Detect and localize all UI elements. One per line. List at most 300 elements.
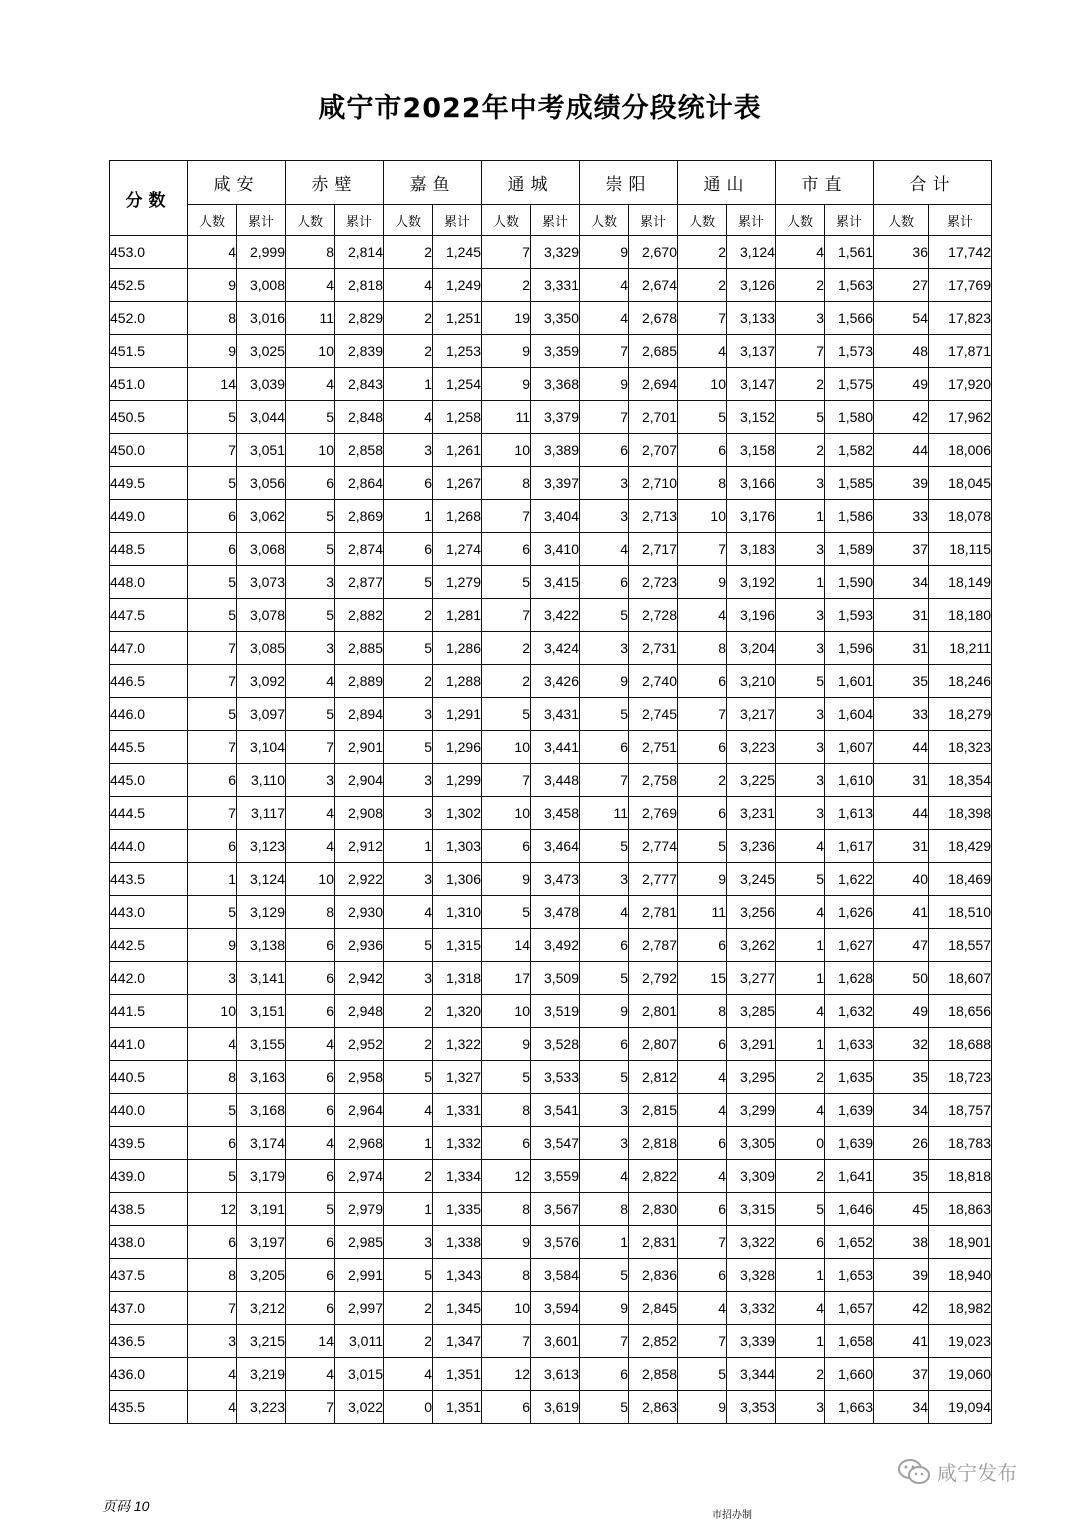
cumulative-cell: 1,279 (433, 566, 482, 599)
cumulative-cell: 1,338 (433, 1226, 482, 1259)
count-cell: 4 (188, 236, 237, 269)
score-cell: 438.0 (110, 1226, 188, 1259)
count-cell: 32 (874, 1028, 929, 1061)
count-cell: 6 (482, 1127, 531, 1160)
count-cell: 6 (678, 1028, 727, 1061)
count-cell: 3 (776, 764, 825, 797)
count-cell: 7 (482, 1325, 531, 1358)
cumulative-cell: 18,045 (929, 467, 992, 500)
cumulative-cell: 3,245 (727, 863, 776, 896)
table-row (110, 962, 992, 995)
count-cell: 6 (188, 500, 237, 533)
count-cell: 10 (678, 500, 727, 533)
cumulative-cell: 1,633 (825, 1028, 874, 1061)
count-cell: 4 (286, 1028, 335, 1061)
cumulative-cell: 1,663 (825, 1391, 874, 1424)
cumulative-cell: 18,078 (929, 500, 992, 533)
count-cell: 49 (874, 368, 929, 401)
count-cell: 42 (874, 1292, 929, 1325)
count-cell: 8 (580, 1193, 629, 1226)
cumulative-cell: 3,163 (237, 1061, 286, 1094)
cumulative-cell: 3,404 (531, 500, 580, 533)
count-cell: 9 (678, 1391, 727, 1424)
cumulative-cell: 1,274 (433, 533, 482, 566)
count-cell: 11 (286, 302, 335, 335)
count-cell: 5 (188, 467, 237, 500)
count-cell: 2 (384, 1160, 433, 1193)
count-cell: 6 (286, 1160, 335, 1193)
cumulative-cell: 1,590 (825, 566, 874, 599)
count-cell: 4 (286, 665, 335, 698)
cumulative-cell: 2,843 (335, 368, 384, 401)
score-cell: 445.5 (110, 731, 188, 764)
cumulative-cell: 3,464 (531, 830, 580, 863)
region-header: 市直 (776, 161, 874, 205)
cumulative-cell: 18,510 (929, 896, 992, 929)
cumulative-cell: 1,617 (825, 830, 874, 863)
cumulative-cell: 1,254 (433, 368, 482, 401)
page-number: 页码 10 (102, 1498, 150, 1514)
cumulative-cell: 18,557 (929, 929, 992, 962)
cumulative-cell: 3,205 (237, 1259, 286, 1292)
count-cell: 7 (188, 434, 237, 467)
score-cell: 449.5 (110, 467, 188, 500)
count-cell: 44 (874, 731, 929, 764)
count-cell: 4 (286, 368, 335, 401)
count-cell: 8 (482, 1259, 531, 1292)
count-cell: 3 (384, 797, 433, 830)
watermark (897, 1457, 1017, 1486)
count-cell: 0 (776, 1127, 825, 1160)
count-cell: 4 (188, 1391, 237, 1424)
score-table (109, 160, 992, 1424)
count-cell: 5 (580, 1061, 629, 1094)
cumulative-cell: 3,039 (237, 368, 286, 401)
count-cell: 7 (482, 500, 531, 533)
table-row (110, 1391, 992, 1424)
count-cell: 1 (384, 368, 433, 401)
count-cell: 4 (286, 797, 335, 830)
cumulative-cell: 17,962 (929, 401, 992, 434)
count-cell: 6 (286, 467, 335, 500)
count-cell: 5 (384, 929, 433, 962)
cumulative-cell: 3,217 (727, 698, 776, 731)
cumulative-cell: 1,291 (433, 698, 482, 731)
count-cell: 6 (188, 830, 237, 863)
cumulative-cell: 2,930 (335, 896, 384, 929)
cumulative-cell: 3,022 (335, 1391, 384, 1424)
cumulative-cell: 1,345 (433, 1292, 482, 1325)
count-cell: 26 (874, 1127, 929, 1160)
count-cell: 8 (678, 467, 727, 500)
table-row (110, 896, 992, 929)
cumulative-cell: 1,627 (825, 929, 874, 962)
cumulative-cell: 3,594 (531, 1292, 580, 1325)
cumulative-cell: 19,023 (929, 1325, 992, 1358)
count-cell: 7 (188, 797, 237, 830)
count-cell: 9 (580, 236, 629, 269)
count-cell: 5 (580, 830, 629, 863)
cumulative-cell: 2,974 (335, 1160, 384, 1193)
cumulative-cell: 3,559 (531, 1160, 580, 1193)
score-cell: 439.0 (110, 1160, 188, 1193)
region-header: 通城 (482, 161, 580, 205)
count-cell: 12 (482, 1358, 531, 1391)
cumulative-cell: 3,168 (237, 1094, 286, 1127)
count-cell: 6 (286, 1226, 335, 1259)
cumulative-cell: 2,901 (335, 731, 384, 764)
cumulative-cell: 3,097 (237, 698, 286, 731)
count-cell: 5 (482, 566, 531, 599)
count-cell: 2 (384, 335, 433, 368)
count-cell: 4 (384, 896, 433, 929)
count-cell: 11 (678, 896, 727, 929)
cumulative-cell: 1,332 (433, 1127, 482, 1160)
count-cell: 5 (678, 401, 727, 434)
cumulative-cell: 1,343 (433, 1259, 482, 1292)
cumulative-subheader: 累计 (335, 205, 384, 236)
count-cell: 37 (874, 533, 929, 566)
count-cell: 5 (188, 1160, 237, 1193)
count-cell: 7 (188, 731, 237, 764)
cumulative-cell: 1,351 (433, 1391, 482, 1424)
count-cell: 10 (286, 863, 335, 896)
cumulative-cell: 1,310 (433, 896, 482, 929)
cumulative-cell: 2,818 (335, 269, 384, 302)
count-cell: 1 (776, 500, 825, 533)
count-cell: 3 (776, 632, 825, 665)
count-cell: 3 (776, 599, 825, 632)
cumulative-cell: 3,448 (531, 764, 580, 797)
cumulative-cell: 2,912 (335, 830, 384, 863)
cumulative-cell: 18,723 (929, 1061, 992, 1094)
cumulative-cell: 3,305 (727, 1127, 776, 1160)
count-cell: 9 (580, 995, 629, 1028)
count-cell: 31 (874, 599, 929, 632)
cumulative-cell: 2,674 (629, 269, 678, 302)
count-cell: 12 (188, 1193, 237, 1226)
count-cell: 5 (188, 566, 237, 599)
count-cell: 4 (580, 269, 629, 302)
cumulative-cell: 3,166 (727, 467, 776, 500)
count-cell: 1 (776, 1325, 825, 1358)
table-row (110, 269, 992, 302)
cumulative-cell: 1,261 (433, 434, 482, 467)
cumulative-cell: 2,858 (629, 1358, 678, 1391)
cumulative-cell: 2,952 (335, 1028, 384, 1061)
cumulative-cell: 3,174 (237, 1127, 286, 1160)
count-cell: 2 (776, 269, 825, 302)
count-cell: 1 (776, 1259, 825, 1292)
cumulative-cell: 3,329 (531, 236, 580, 269)
count-cell: 7 (286, 731, 335, 764)
count-cell: 9 (482, 1028, 531, 1061)
count-cell: 1 (776, 962, 825, 995)
cumulative-cell: 3,151 (237, 995, 286, 1028)
cumulative-cell: 2,685 (629, 335, 678, 368)
cumulative-cell: 2,848 (335, 401, 384, 434)
cumulative-cell: 3,277 (727, 962, 776, 995)
count-cell: 4 (286, 1358, 335, 1391)
cumulative-cell: 2,979 (335, 1193, 384, 1226)
cumulative-cell: 18,149 (929, 566, 992, 599)
cumulative-cell: 2,885 (335, 632, 384, 665)
cumulative-cell: 3,215 (237, 1325, 286, 1358)
count-cell: 3 (580, 632, 629, 665)
table-row (110, 1160, 992, 1193)
count-subheader: 人数 (286, 205, 335, 236)
count-cell: 48 (874, 335, 929, 368)
count-cell: 1 (776, 1028, 825, 1061)
cumulative-cell: 2,922 (335, 863, 384, 896)
count-cell: 9 (580, 368, 629, 401)
count-cell: 49 (874, 995, 929, 1028)
cumulative-cell: 3,339 (727, 1325, 776, 1358)
count-cell: 10 (482, 1292, 531, 1325)
count-cell: 5 (678, 1358, 727, 1391)
count-cell: 4 (286, 269, 335, 302)
count-cell: 2 (482, 269, 531, 302)
cumulative-cell: 2,908 (335, 797, 384, 830)
cumulative-cell: 3,044 (237, 401, 286, 434)
cumulative-cell: 3,541 (531, 1094, 580, 1127)
count-cell: 2 (482, 665, 531, 698)
cumulative-cell: 1,573 (825, 335, 874, 368)
wechat-icon (897, 1458, 931, 1486)
cumulative-cell: 2,869 (335, 500, 384, 533)
score-cell: 450.0 (110, 434, 188, 467)
cumulative-cell: 2,745 (629, 698, 678, 731)
cumulative-cell: 3,262 (727, 929, 776, 962)
table-row (110, 863, 992, 896)
region-header: 嘉鱼 (384, 161, 482, 205)
cumulative-subheader: 累计 (531, 205, 580, 236)
count-cell: 9 (188, 929, 237, 962)
table-row (110, 500, 992, 533)
cumulative-cell: 2,777 (629, 863, 678, 896)
cumulative-cell: 1,652 (825, 1226, 874, 1259)
cumulative-cell: 3,576 (531, 1226, 580, 1259)
count-cell: 38 (874, 1226, 929, 1259)
count-subheader: 人数 (384, 205, 433, 236)
count-cell: 2 (384, 302, 433, 335)
table-row (110, 1028, 992, 1061)
count-cell: 5 (286, 698, 335, 731)
table-row (110, 236, 992, 269)
score-cell: 446.5 (110, 665, 188, 698)
table-row (110, 1259, 992, 1292)
count-cell: 2 (384, 665, 433, 698)
cumulative-cell: 3,441 (531, 731, 580, 764)
table-row (110, 302, 992, 335)
count-cell: 3 (188, 962, 237, 995)
cumulative-cell: 3,422 (531, 599, 580, 632)
table-row (110, 830, 992, 863)
count-cell: 7 (580, 1325, 629, 1358)
cumulative-cell: 1,646 (825, 1193, 874, 1226)
watermark-text: 咸宁发布 (937, 1461, 1017, 1485)
cumulative-cell: 3,051 (237, 434, 286, 467)
count-cell: 34 (874, 1391, 929, 1424)
cumulative-cell: 3,458 (531, 797, 580, 830)
cumulative-cell: 3,315 (727, 1193, 776, 1226)
count-cell: 33 (874, 698, 929, 731)
cumulative-cell: 3,519 (531, 995, 580, 1028)
count-subheader: 人数 (678, 205, 727, 236)
count-cell: 8 (482, 1094, 531, 1127)
count-cell: 6 (580, 434, 629, 467)
cumulative-cell: 1,347 (433, 1325, 482, 1358)
cumulative-cell: 3,344 (727, 1358, 776, 1391)
count-cell: 9 (188, 335, 237, 368)
cumulative-cell: 1,601 (825, 665, 874, 698)
count-cell: 2 (384, 236, 433, 269)
cumulative-cell: 2,863 (629, 1391, 678, 1424)
cumulative-cell: 3,155 (237, 1028, 286, 1061)
table-row (110, 929, 992, 962)
count-cell: 8 (188, 302, 237, 335)
score-cell: 437.0 (110, 1292, 188, 1325)
count-cell: 4 (580, 302, 629, 335)
count-cell: 2 (678, 236, 727, 269)
cumulative-cell: 17,823 (929, 302, 992, 335)
cumulative-cell: 3,613 (531, 1358, 580, 1391)
count-cell: 4 (580, 533, 629, 566)
cumulative-cell: 2,769 (629, 797, 678, 830)
count-cell: 3 (776, 731, 825, 764)
cumulative-cell: 1,331 (433, 1094, 482, 1127)
count-cell: 1 (776, 929, 825, 962)
cumulative-cell: 3,285 (727, 995, 776, 1028)
count-cell: 11 (580, 797, 629, 830)
cumulative-cell: 18,323 (929, 731, 992, 764)
cumulative-subheader: 累计 (433, 205, 482, 236)
score-cell: 442.5 (110, 929, 188, 962)
score-cell: 452.0 (110, 302, 188, 335)
count-cell: 36 (874, 236, 929, 269)
cumulative-cell: 2,904 (335, 764, 384, 797)
cumulative-cell: 3,295 (727, 1061, 776, 1094)
count-cell: 0 (384, 1391, 433, 1424)
count-cell: 3 (580, 863, 629, 896)
cumulative-cell: 1,306 (433, 863, 482, 896)
cumulative-cell: 3,158 (727, 434, 776, 467)
cumulative-cell: 3,353 (727, 1391, 776, 1424)
count-cell: 6 (384, 467, 433, 500)
count-cell: 1 (776, 566, 825, 599)
cumulative-cell: 2,713 (629, 500, 678, 533)
cumulative-cell: 1,281 (433, 599, 482, 632)
cumulative-cell: 1,335 (433, 1193, 482, 1226)
cumulative-cell: 3,368 (531, 368, 580, 401)
count-cell: 14 (482, 929, 531, 962)
count-cell: 10 (482, 995, 531, 1028)
count-cell: 6 (580, 566, 629, 599)
score-cell: 443.5 (110, 863, 188, 896)
count-cell: 3 (384, 764, 433, 797)
count-cell: 6 (286, 1094, 335, 1127)
cumulative-cell: 3,410 (531, 533, 580, 566)
table-row (110, 401, 992, 434)
count-cell: 6 (188, 533, 237, 566)
cumulative-cell: 2,836 (629, 1259, 678, 1292)
cumulative-cell: 1,639 (825, 1094, 874, 1127)
count-cell: 4 (678, 335, 727, 368)
count-cell: 6 (188, 1226, 237, 1259)
count-cell: 6 (678, 731, 727, 764)
cumulative-cell: 3,567 (531, 1193, 580, 1226)
cumulative-cell: 3,389 (531, 434, 580, 467)
cumulative-cell: 18,940 (929, 1259, 992, 1292)
cumulative-subheader: 累计 (237, 205, 286, 236)
cumulative-cell: 1,296 (433, 731, 482, 764)
count-cell: 7 (678, 302, 727, 335)
total-header: 合计 (874, 161, 992, 205)
count-cell: 7 (188, 665, 237, 698)
count-cell: 5 (188, 599, 237, 632)
office-label: 市招办制 (712, 1510, 752, 1521)
cumulative-cell: 3,117 (237, 797, 286, 830)
count-cell: 2 (482, 632, 531, 665)
cumulative-cell: 1,580 (825, 401, 874, 434)
count-cell: 6 (580, 929, 629, 962)
cumulative-cell: 3,191 (237, 1193, 286, 1226)
count-cell: 6 (580, 731, 629, 764)
cumulative-cell: 3,231 (727, 797, 776, 830)
table-row (110, 434, 992, 467)
count-cell: 44 (874, 434, 929, 467)
cumulative-cell: 2,829 (335, 302, 384, 335)
count-cell: 10 (286, 335, 335, 368)
count-cell: 50 (874, 962, 929, 995)
cumulative-cell: 3,176 (727, 500, 776, 533)
cumulative-cell: 3,008 (237, 269, 286, 302)
count-cell: 14 (188, 368, 237, 401)
score-cell: 443.0 (110, 896, 188, 929)
cumulative-cell: 3,085 (237, 632, 286, 665)
cumulative-cell: 1,610 (825, 764, 874, 797)
count-cell: 3 (580, 467, 629, 500)
cumulative-subheader: 累计 (929, 205, 992, 236)
score-cell: 441.0 (110, 1028, 188, 1061)
cumulative-cell: 3,256 (727, 896, 776, 929)
cumulative-cell: 2,670 (629, 236, 678, 269)
score-cell: 447.5 (110, 599, 188, 632)
count-cell: 3 (384, 863, 433, 896)
cumulative-cell: 2,830 (629, 1193, 678, 1226)
cumulative-cell: 17,769 (929, 269, 992, 302)
cumulative-cell: 2,701 (629, 401, 678, 434)
count-cell: 19 (482, 302, 531, 335)
count-cell: 3 (384, 1226, 433, 1259)
cumulative-cell: 3,210 (727, 665, 776, 698)
cumulative-cell: 3,332 (727, 1292, 776, 1325)
count-cell: 9 (188, 269, 237, 302)
count-cell: 1 (580, 1226, 629, 1259)
count-cell: 4 (384, 269, 433, 302)
count-cell: 8 (482, 467, 531, 500)
score-cell: 448.5 (110, 533, 188, 566)
cumulative-cell: 3,073 (237, 566, 286, 599)
count-cell: 37 (874, 1358, 929, 1391)
cumulative-cell: 3,179 (237, 1160, 286, 1193)
count-cell: 9 (482, 863, 531, 896)
count-cell: 4 (188, 1028, 237, 1061)
cumulative-cell: 2,758 (629, 764, 678, 797)
cumulative-cell: 1,327 (433, 1061, 482, 1094)
table-row (110, 467, 992, 500)
cumulative-cell: 2,723 (629, 566, 678, 599)
